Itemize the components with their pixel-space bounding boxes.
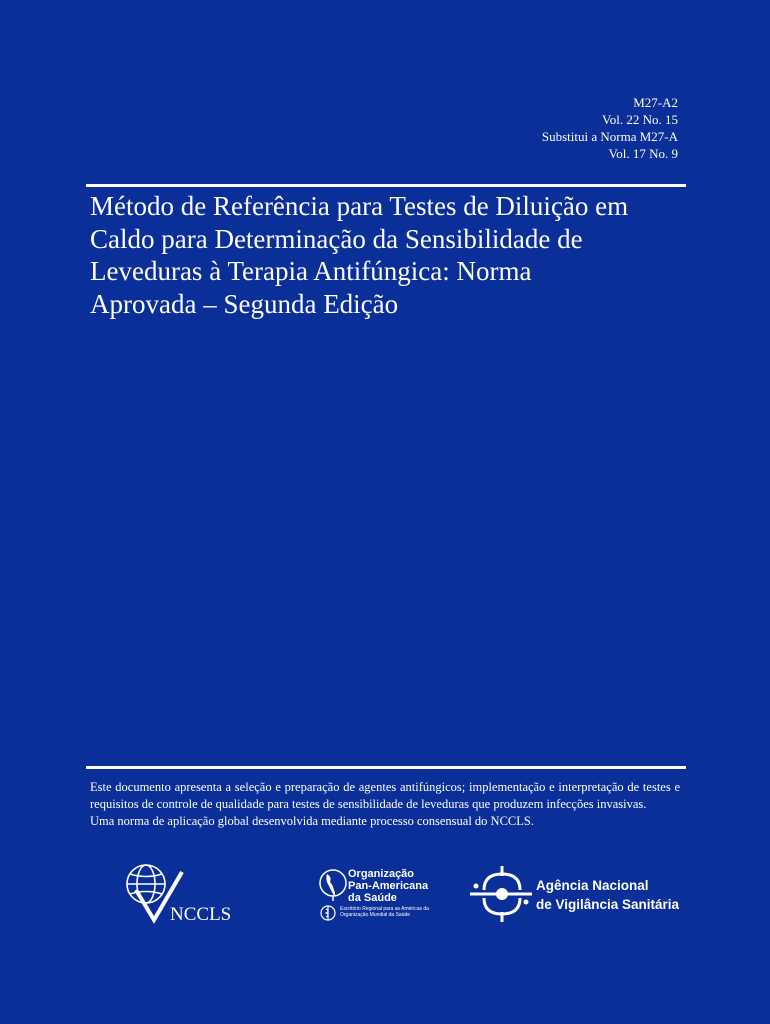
nccls-wordmark: NCCLS <box>170 904 232 925</box>
anvisa-emblem-icon <box>470 866 532 922</box>
who-emblem-icon <box>318 904 338 922</box>
anvisa-name <box>536 876 679 914</box>
paho-subtitle-line-2: Organização Mundial da Saúde <box>340 912 411 918</box>
paho-name-line-2: Pan-Americana <box>348 880 429 892</box>
title-line-1: Método de Referência para Testes de Diluição em <box>90 191 629 221</box>
paho-subtitle-line-1: Escritório Regional para as Américas da <box>340 906 429 912</box>
doc-replaces: Substitui a Norma M27-A <box>541 129 678 144</box>
paho-name <box>348 868 428 904</box>
title-line-4: Aprovada – Segunda Edição <box>90 288 399 319</box>
paho-logo <box>318 866 448 922</box>
title-line-2: Caldo para Determinação da Sensibilidade de <box>90 223 583 254</box>
document-description <box>90 779 680 830</box>
doc-replaced-volume: Vol. 17 No. 9 <box>608 146 678 161</box>
anvisa-name-line-1: Agência Nacional <box>536 878 649 893</box>
paho-name-line-3: da Saúde <box>348 892 397 904</box>
document-title <box>90 190 680 320</box>
document-reference <box>542 94 678 162</box>
paho-subtitle <box>340 906 450 918</box>
americas-globe-icon <box>318 868 348 902</box>
title-line-3: Leveduras à Terapia Antifúngica: Norma <box>90 256 532 286</box>
description-paragraph-1: Este documento apresenta a seleção e preparação de agentes antifúngicos; implementação e interpretação de testes e requisitos de controle de qualidade para testes de sensibilidade de leveduras que produzem infecções invasivas. <box>90 780 680 811</box>
top-divider <box>86 184 686 187</box>
anvisa-name-line-2: de Vigilância Sanitária <box>536 897 680 912</box>
doc-code: M27-A2 <box>633 95 678 110</box>
description-paragraph-2: Uma norma de aplicação global desenvolvida mediante processo consensual do NCCLS. <box>90 814 534 828</box>
doc-volume: Vol. 22 No. 15 <box>602 112 678 127</box>
nccls-logo <box>124 862 254 932</box>
bottom-divider <box>86 766 686 769</box>
paho-name-line-1: Organização <box>348 868 415 880</box>
anvisa-logo <box>470 866 690 924</box>
